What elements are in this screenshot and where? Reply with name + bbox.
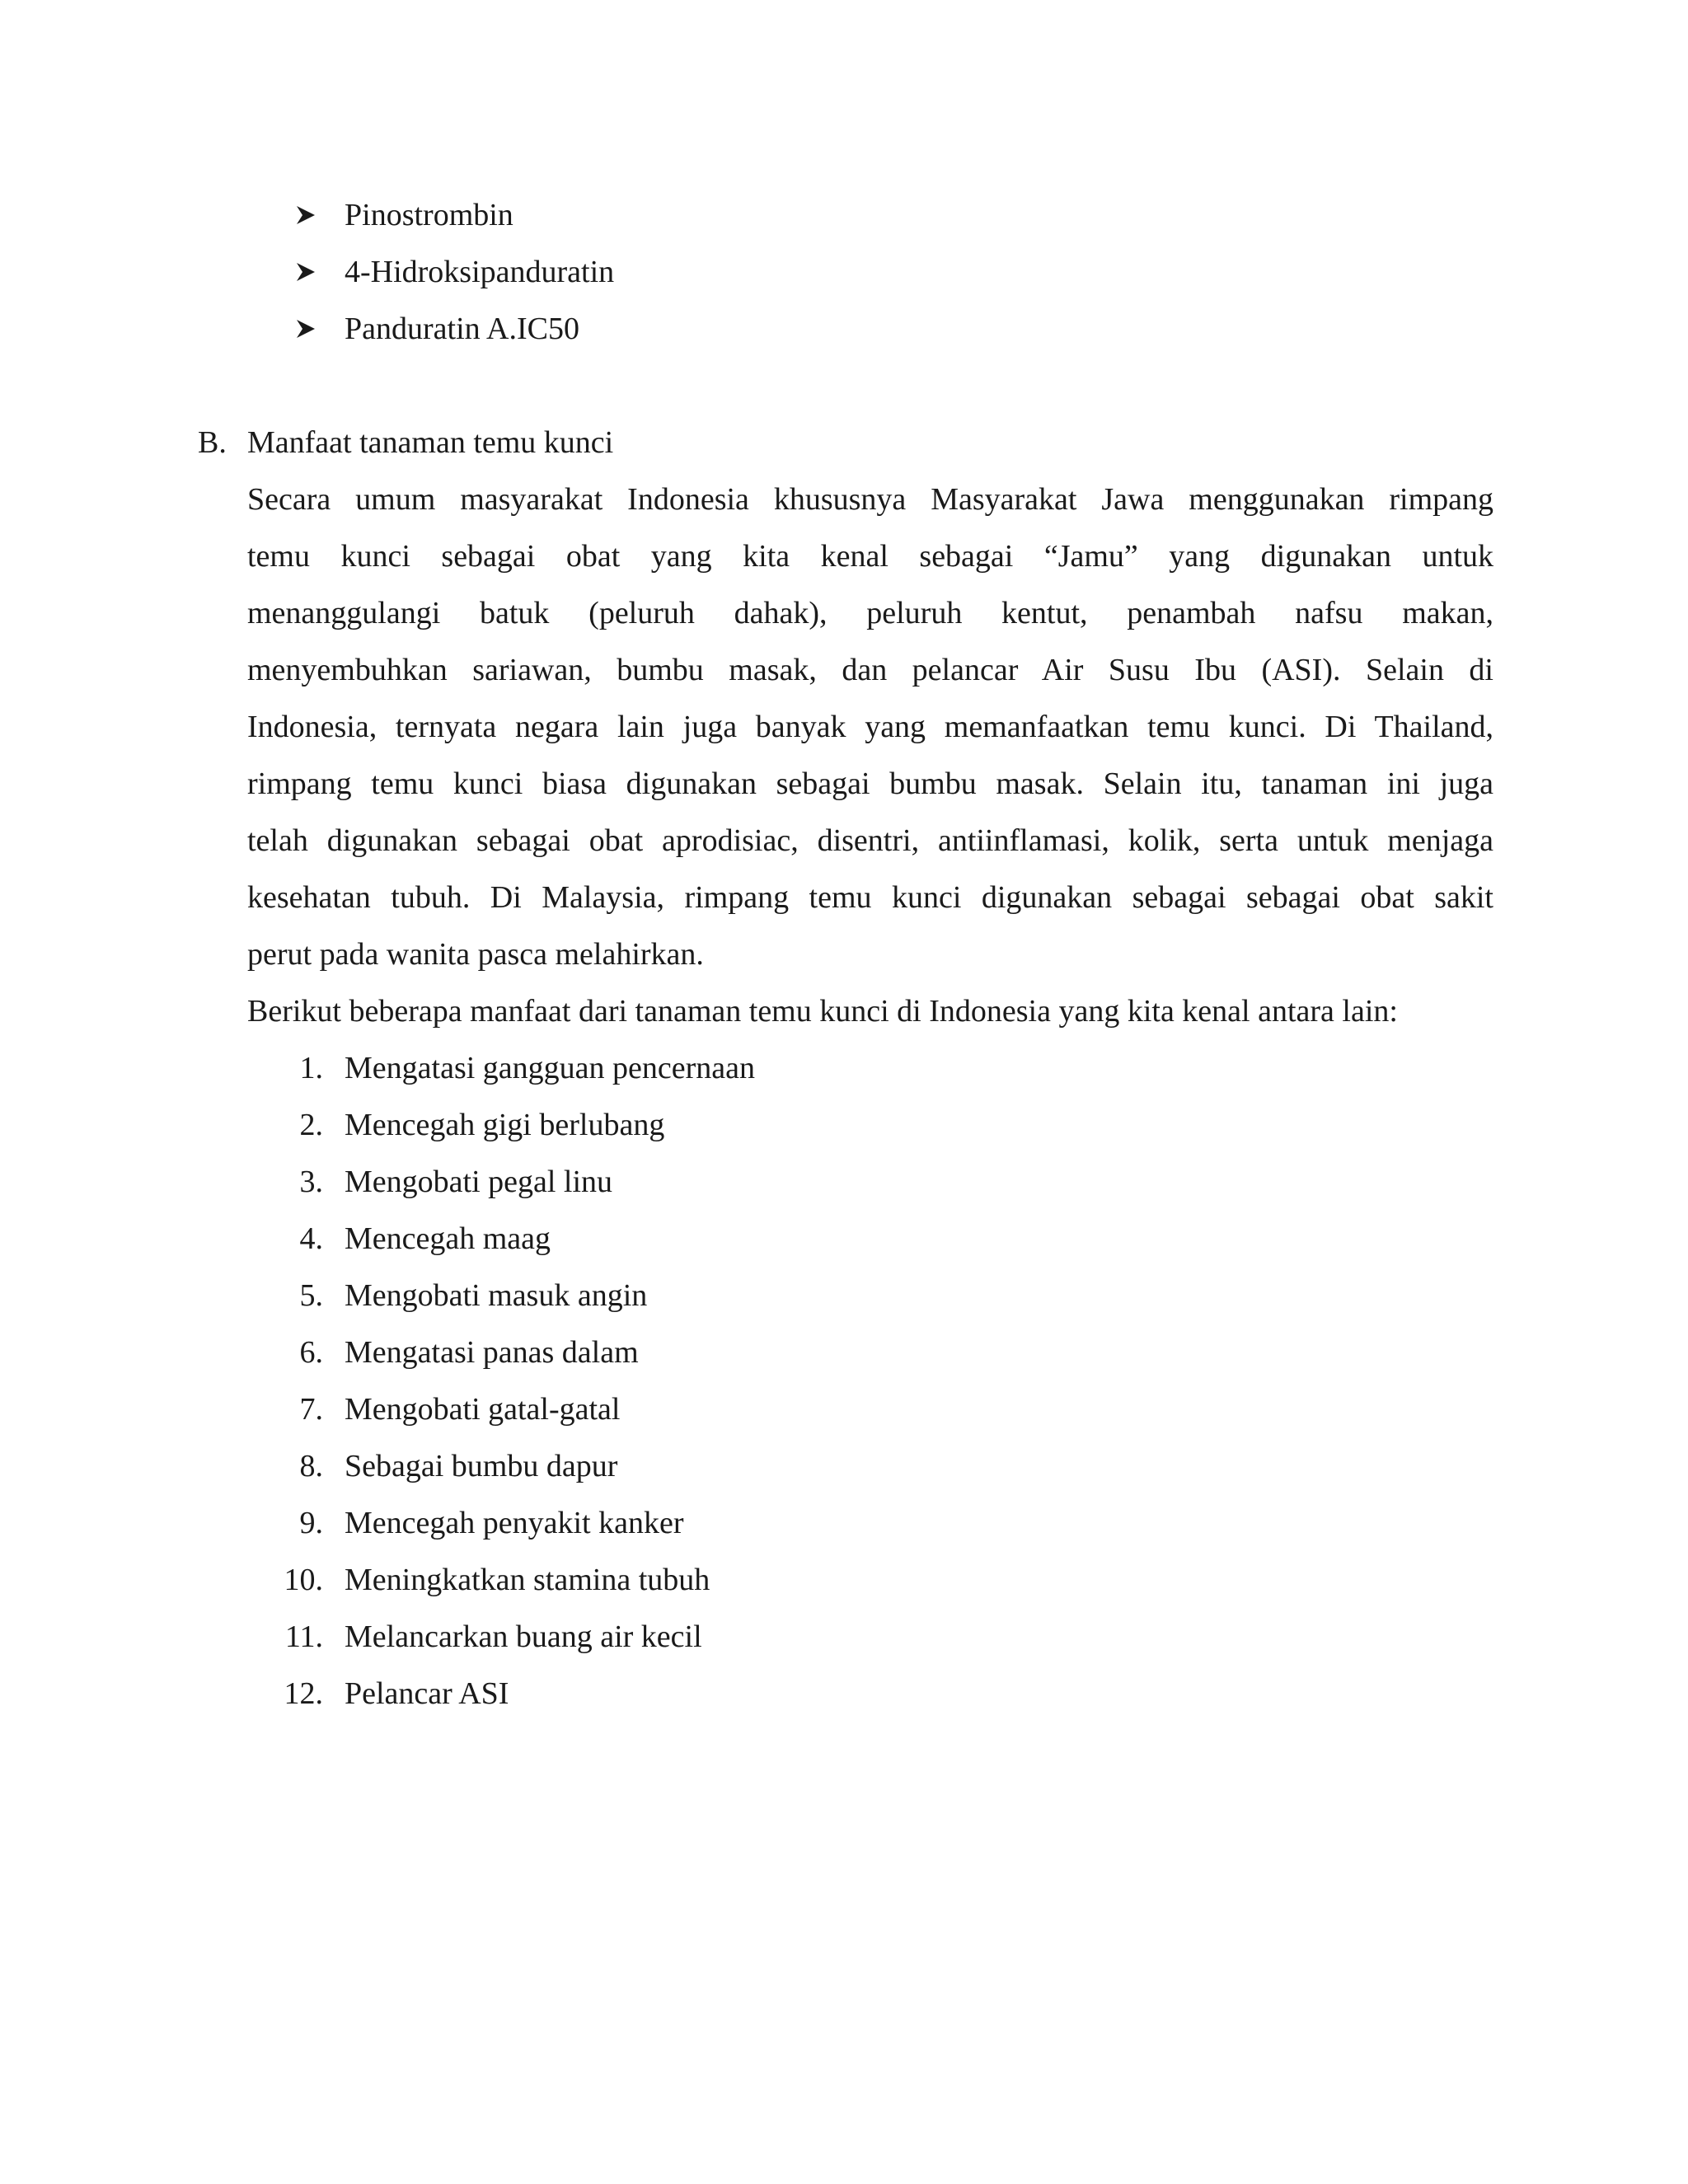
paragraph-line: Indonesia, ternyata negara lain juga banyak yang memanfaatkan temu kunci. Di Thailand, — [247, 710, 1493, 744]
list-item-number: 1. — [299, 1051, 323, 1085]
arrow-bullet-icon — [295, 310, 321, 348]
list-item: Mencegah maag — [345, 1221, 551, 1256]
list-item-number: 3. — [299, 1165, 323, 1199]
list-item-number: 9. — [299, 1506, 323, 1540]
arrow-bullet-icon — [295, 196, 321, 234]
paragraph-line: menanggulangi batuk (peluruh dahak), peluruh kentut, penambah nafsu makan, — [247, 596, 1493, 630]
list-item-number: 5. — [299, 1278, 323, 1313]
bullet-item-hidroksipanduratin: 4-Hidroksipanduratin — [345, 255, 615, 289]
paragraph-line: kesehatan tubuh. Di Malaysia, rimpang temu kunci digunakan sebagai sebagai obat sakit — [247, 880, 1493, 915]
list-item: Pelancar ASI — [345, 1676, 509, 1711]
list-item-number: 8. — [299, 1449, 323, 1483]
list-item-number: 12. — [284, 1676, 323, 1711]
bullet-item-panduratin: Panduratin A.IC50 — [345, 312, 579, 346]
list-item-number: 6. — [299, 1335, 323, 1370]
list-item: Mengatasi gangguan pencernaan — [345, 1051, 756, 1085]
paragraph-line: telah digunakan sebagai obat aprodisiac, disentri, antiinflamasi, kolik, serta untuk menjaga — [247, 823, 1493, 858]
list-item-number: 10. — [284, 1563, 323, 1597]
arrow-bullet-icon — [295, 253, 321, 291]
list-item: Melancarkan buang air kecil — [345, 1619, 702, 1654]
section-letter: B. — [198, 425, 227, 460]
list-item: Mencegah penyakit kanker — [345, 1506, 684, 1540]
list-item-number: 11. — [284, 1619, 323, 1654]
list-item-number: 7. — [299, 1392, 323, 1427]
list-item: Mengatasi panas dalam — [345, 1335, 639, 1370]
list-intro: Berikut beberapa manfaat dari tanaman temu kunci di Indonesia yang kita kenal antara lain: — [247, 994, 1398, 1029]
list-item: Mencegah gigi berlubang — [345, 1108, 665, 1142]
bullet-item-pinostrombin: Pinostrombin — [345, 198, 513, 232]
section-heading: Manfaat tanaman temu kunci — [247, 425, 614, 460]
list-item: Meningkatkan stamina tubuh — [345, 1563, 710, 1597]
list-item: Mengobati gatal-gatal — [345, 1392, 621, 1427]
paragraph-line: rimpang temu kunci biasa digunakan sebagai bumbu masak. Selain itu, tanaman ini juga — [247, 766, 1493, 801]
list-item-number: 4. — [299, 1221, 323, 1256]
paragraph-line: perut pada wanita pasca melahirkan. — [247, 937, 704, 972]
list-item-number: 2. — [299, 1108, 323, 1142]
paragraph-line: Secara umum masyarakat Indonesia khususnya Masyarakat Jawa menggunakan rimpang — [247, 482, 1493, 517]
paragraph-line: temu kunci sebagai obat yang kita kenal sebagai “Jamu” yang digunakan untuk — [247, 539, 1493, 574]
paragraph-line: menyembuhkan sariawan, bumbu masak, dan pelancar Air Susu Ibu (ASI). Selain di — [247, 653, 1493, 687]
list-item: Mengobati pegal linu — [345, 1165, 613, 1199]
list-item: Sebagai bumbu dapur — [345, 1449, 618, 1483]
list-item: Mengobati masuk angin — [345, 1278, 648, 1313]
